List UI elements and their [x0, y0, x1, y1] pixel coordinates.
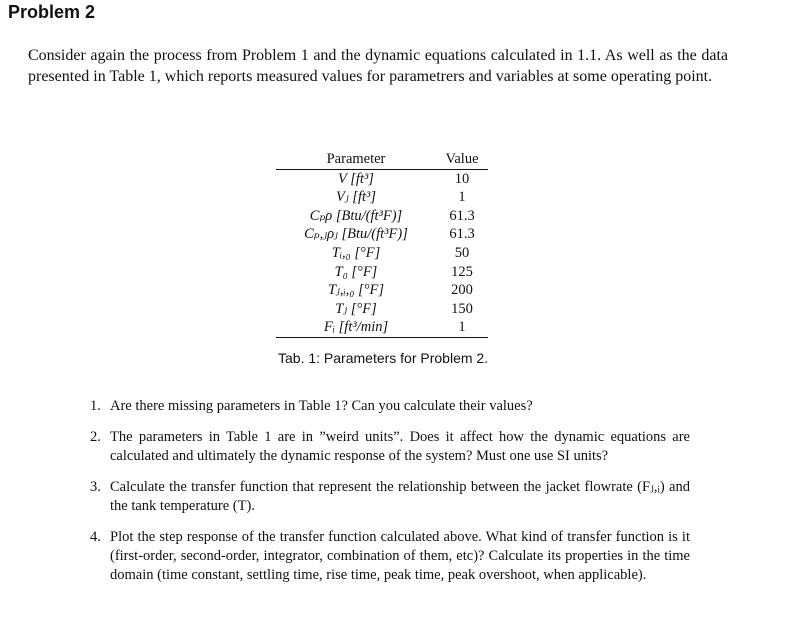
table-row: [276, 169, 488, 188]
param-cell: V [ft³]: [338, 170, 374, 187]
intro-paragraph: Consider again the process from Problem 1 and the dynamic equations calculated in 1.1. As well as the data presented in Table 1, which reports measured values for parametrers and variables at some operating point.: [28, 47, 728, 85]
item-number: 3.: [90, 479, 101, 495]
value-cell: 200: [451, 282, 473, 299]
item-number: 2.: [90, 429, 101, 445]
table-row: [276, 281, 488, 300]
param-cell: Cₚ,ⱼρⱼ [Btu/(ft³F)]: [304, 226, 408, 243]
table-row: [276, 188, 488, 207]
value-cell: 50: [454, 244, 470, 261]
table-row: [276, 244, 488, 263]
param-cell: T₀ [°F]: [334, 263, 378, 280]
list-item: [90, 397, 690, 416]
list-item: [90, 478, 690, 516]
param-cell: Vⱼ [ft³]: [335, 189, 376, 206]
questions-list: [90, 397, 690, 597]
table-row: [276, 225, 488, 244]
header-parameter: Parameter: [276, 150, 436, 169]
item-text: Plot the step response of the transfer function calculated above. What kind of transfer function is it (first-order, second-order, integrator, combination of them, etc)? Calculate its properties in the time domain (time constant, settling time, rise time, peak time, peak overshoot, when applicable).: [110, 529, 690, 583]
value-cell: 61.3: [449, 226, 475, 243]
param-cell: Tⱼ [°F]: [335, 300, 377, 317]
item-number: 4.: [90, 529, 101, 545]
list-item: [90, 528, 690, 585]
table-caption: Tab. 1: Parameters for Problem 2.: [278, 350, 489, 366]
item-number: 1.: [90, 398, 101, 414]
value-cell: 1: [436, 318, 488, 337]
param-cell: Fᵢ [ft³/min]: [276, 318, 436, 337]
value-cell: 10: [454, 170, 470, 187]
item-text: Are there missing parameters in Table 1? Can you calculate their values?: [110, 398, 533, 414]
table-row: [276, 263, 488, 282]
parameters-table: [276, 150, 488, 338]
value-cell: 150: [451, 300, 473, 317]
header-value: Value: [436, 150, 488, 169]
table-row: [276, 207, 488, 226]
table-header-row: [276, 150, 488, 169]
list-item: [90, 428, 690, 466]
item-text: Calculate the transfer function that represent the relationship between the jacket flowrate (Fⱼ,ᵢ) and the tank temperature (T).: [110, 479, 690, 514]
item-text: The parameters in Table 1 are in ”weird units”. Does it affect how the dynamic equations are calculated and ultimately the dynamic response of the system? Must one use SI units?: [110, 429, 690, 464]
param-cell: Tᵢ,₀ [°F]: [331, 244, 381, 261]
value-cell: 125: [451, 263, 473, 280]
value-cell: 61.3: [449, 207, 475, 224]
param-cell: Tⱼ,ᵢ,₀ [°F]: [327, 282, 385, 299]
table-row: [276, 300, 488, 319]
table-row: [276, 318, 488, 337]
param-cell: Cₚρ [Btu/(ft³F)]: [309, 207, 403, 224]
value-cell: 1: [458, 189, 466, 206]
page-title: Problem 2: [8, 2, 96, 22]
